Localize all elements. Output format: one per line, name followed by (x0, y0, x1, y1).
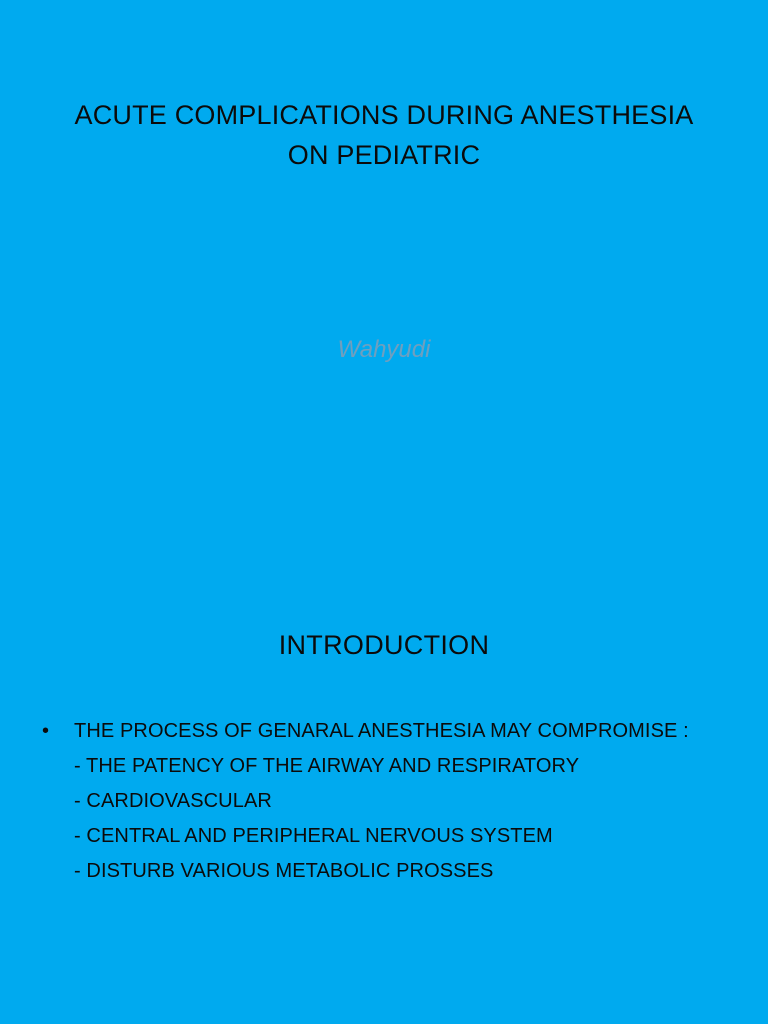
sub-item-nervous-system: - CENTRAL AND PERIPHERAL NERVOUS SYSTEM (74, 825, 553, 847)
bullet-list (42, 716, 742, 891)
slide-title-line: ON PEDIATRIC (287, 140, 481, 170)
bullet-icon: • (42, 720, 50, 742)
bullet-text: THE PROCESS OF GENARAL ANESTHESIA MAY COMPROMISE : (74, 720, 689, 742)
slide-title-line: ACUTE COMPLICATIONS DURING ANESTHESIA (74, 100, 694, 130)
author-name: Wahyudi (337, 336, 431, 363)
sub-item-metabolic: - DISTURB VARIOUS METABOLIC PROSSES (74, 860, 494, 882)
sub-item-cardiovascular: - CARDIOVASCULAR (74, 790, 272, 812)
sub-item-airway: - THE PATENCY OF THE AIRWAY AND RESPIRATORY (74, 755, 580, 777)
bullet-item (42, 716, 742, 751)
introduction-slide (0, 512, 768, 1024)
slide-heading: INTRODUCTION (278, 630, 490, 660)
slide-title (40, 95, 728, 175)
